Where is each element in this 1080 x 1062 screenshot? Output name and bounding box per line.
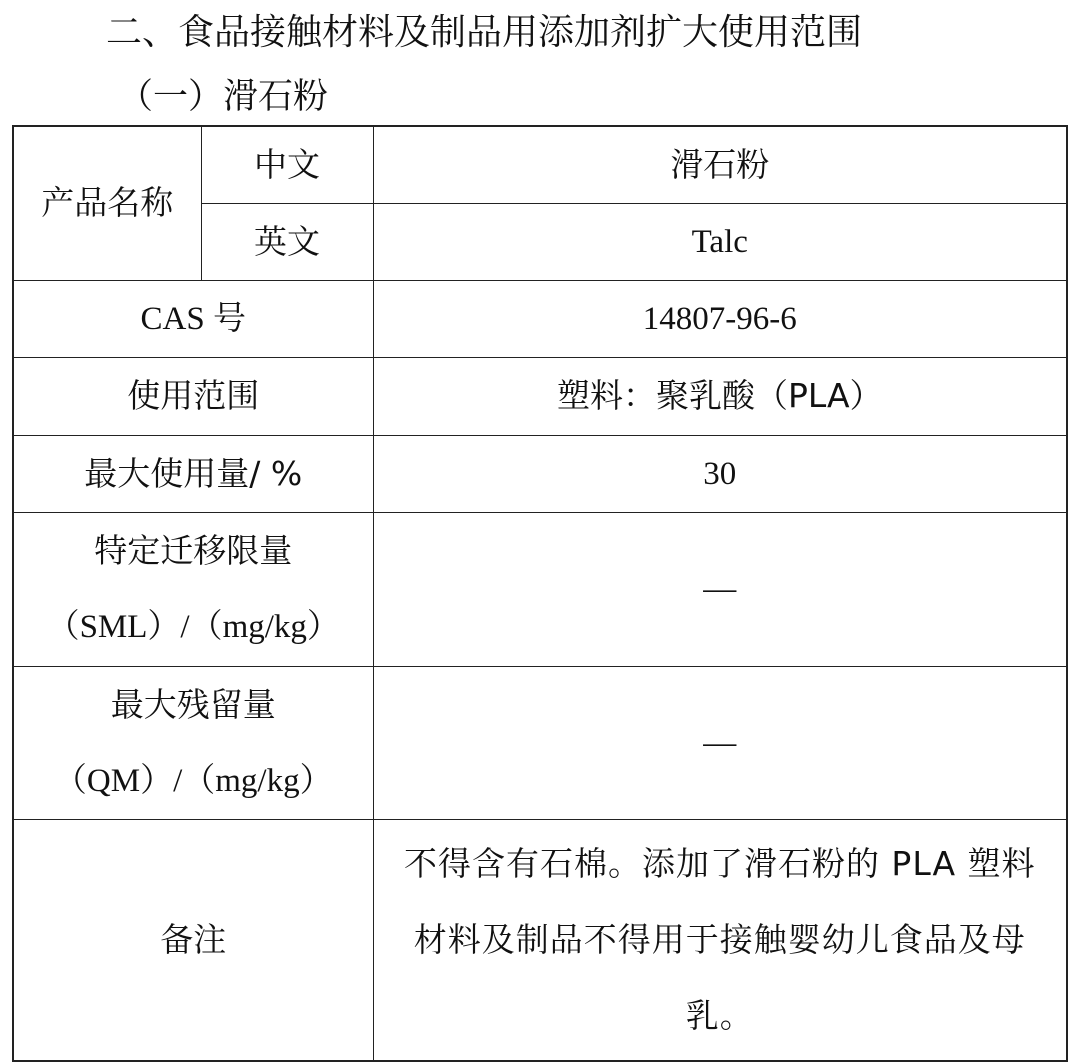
subsection-heading: （一）滑石粉 bbox=[118, 77, 329, 117]
qm-label-line1: 最大残留量 bbox=[110, 684, 276, 724]
max-usage-value: 30 bbox=[373, 435, 1067, 512]
cas-label: CAS 号 bbox=[13, 280, 373, 357]
chinese-value: 滑石粉 bbox=[373, 126, 1067, 203]
table-row bbox=[13, 280, 1067, 357]
max-usage-label: 最大使用量/ % bbox=[13, 435, 373, 512]
table-row bbox=[13, 357, 1067, 435]
remarks-label: 备注 bbox=[13, 819, 373, 1061]
qm-label bbox=[13, 666, 373, 819]
table-row bbox=[13, 435, 1067, 512]
chinese-label: 中文 bbox=[201, 126, 373, 203]
scope-value: 塑料：聚乳酸（PLA） bbox=[373, 357, 1067, 435]
scope-label: 使用范围 bbox=[13, 357, 373, 435]
remarks-value: 不得含有石棉。添加了滑石粉的 PLA 塑料材料及制品不得用于接触婴幼儿食品及母乳。 bbox=[373, 819, 1067, 1061]
sml-label-line1: 特定迁移限量 bbox=[94, 531, 293, 570]
table-row bbox=[13, 666, 1067, 819]
english-label: 英文 bbox=[201, 203, 373, 280]
qm-value: — bbox=[373, 666, 1067, 819]
table-row bbox=[13, 512, 1067, 666]
table-row bbox=[13, 819, 1067, 1061]
sml-label-line2: （SML）/（mg/kg） bbox=[46, 609, 340, 645]
sml-label bbox=[13, 512, 373, 666]
cas-value: 14807-96-6 bbox=[373, 280, 1067, 357]
english-value: Talc bbox=[373, 203, 1067, 280]
additive-spec-table bbox=[12, 125, 1068, 1062]
section-heading: 二、食品接触材料及制品用添加剂扩大使用范围 bbox=[106, 12, 863, 53]
sml-value: — bbox=[373, 512, 1067, 666]
product-name-label: 产品名称 bbox=[13, 126, 201, 280]
qm-label-line2: （QM）/（mg/kg） bbox=[53, 762, 333, 799]
table-row bbox=[13, 126, 1067, 203]
